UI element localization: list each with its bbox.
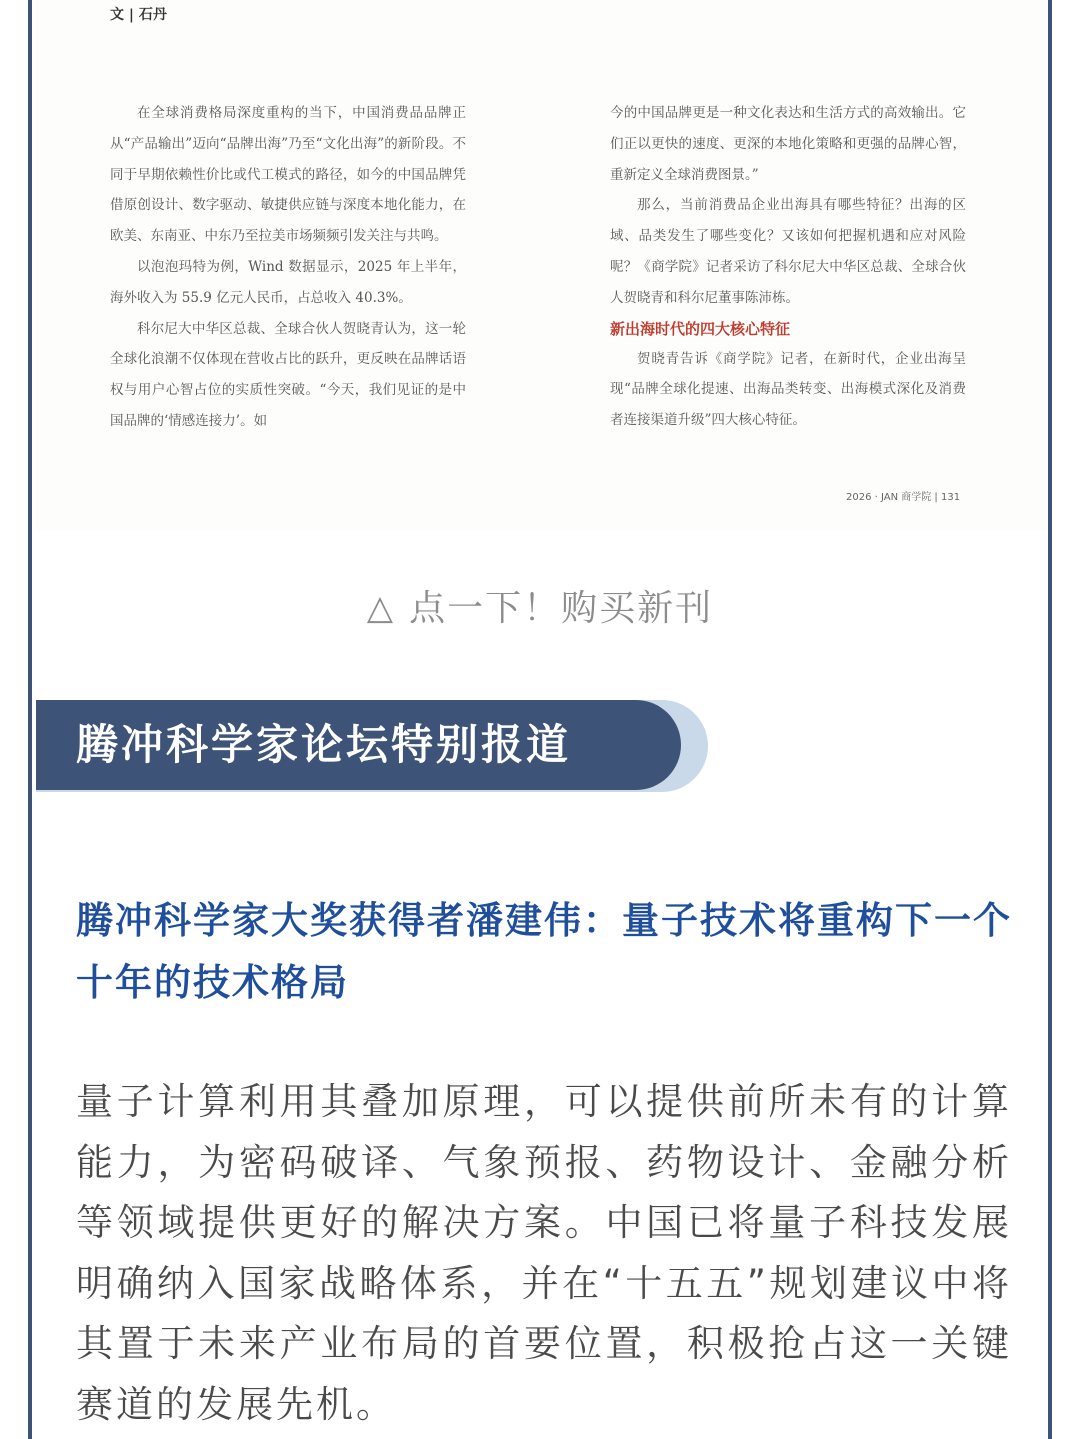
byline: 文 | 石丹 [110, 7, 167, 23]
scan-section-heading: 新出海时代的四大核心特征 [610, 319, 791, 338]
scan-paragraph: 在全球消费格局深度重构的当下，中国消费品品牌正从“产品输出”迈向“品牌出海”乃至“文化出海”的新阶段。不同于早期依赖性价比或代工模式的路径，如今的中国品牌凭借原创设计、数字驱动、敏捷供应链与深度本地化能力，在欧美、东南亚、中东乃至拉美市场频频引发关注与共鸣。 [110, 105, 466, 245]
triangle-outline-icon: △ [366, 588, 396, 628]
scan-right-column [610, 98, 966, 436]
scan-paragraph: 以泡泡玛特为例，Wind 数据显示，2025 年上半年，海外收入为 55.9 亿元人民币，占总收入 40.3%。 [110, 258, 466, 306]
buy-new-issue-link[interactable] [32, 580, 1048, 631]
page-folio: 2026 · JAN 商学院 | 131 [846, 492, 961, 503]
page-frame [28, 0, 1052, 1439]
scan-paragraph: 科尔尼大中华区总裁、全球合伙人贺晓青认为，这一轮全球化浪潮不仅体现在营收占比的跃升，更反映在品牌话语权与用户心智占位的实质性突破。“今天，我们见证的是中国品牌的‘情感连接力’。如 [110, 320, 466, 429]
scan-paragraph: 那么，当前消费品企业出海具有哪些特征？出海的区域、品类发生了哪些变化？又该如何把握机遇和应对风险呢？《商学院》记者采访了科尔尼大中华区总裁、全球合伙人贺晓青和科尔尼董事陈沛栋。 [610, 197, 966, 306]
section-banner-label: 腾冲科学家论坛特别报道 [36, 700, 681, 790]
article-body: 量子计算利用其叠加原理，可以提供前所未有的计算能力，为密码破译、气象预报、药物设计、金融分析等领域提供更好的解决方案。中国已将量子科技发展明确纳入国家战略体系，并在“十五五”规划建议中将其置于未来产业布局的首要位置，积极抢占这一关键赛道的发展先机。 [76, 1080, 1012, 1426]
scan-paragraph: 贺晓青告诉《商学院》记者，在新时代，企业出海呈现“品牌全球化提速、出海品类转变、出海模式深化及消费者连接渠道升级”四大核心特征。 [610, 350, 966, 429]
article-title: 腾冲科学家大奖获得者潘建伟：量子技术将重构下一个十年的技术格局 [76, 899, 1012, 1004]
section-banner [36, 700, 716, 792]
buy-prompt-text: 点一下！购买新刊 [409, 588, 714, 629]
magazine-page-scan [36, 0, 1052, 530]
scan-left-column [110, 98, 466, 437]
scan-paragraph: 今的中国品牌更是一种文化表达和生活方式的高效输出。它们正以更快的速度、更深的本地化策略和更强的品牌心智，重新定义全球消费图景。” [610, 105, 966, 183]
